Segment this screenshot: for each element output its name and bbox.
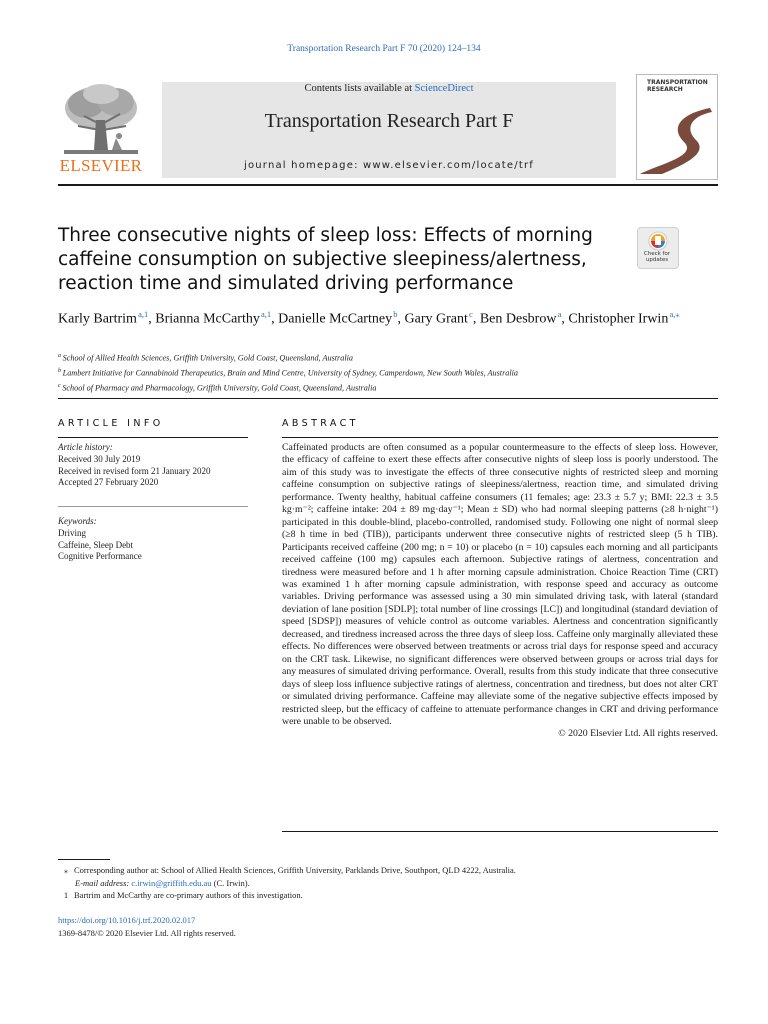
author-affiliation-mark[interactable]: a [557,309,562,319]
abstract-rule [282,437,718,438]
abstract-text: Caffeinated products are often consumed as a popular countermeasure to the effects of sleep loss. However, the efficacy of caffeine to exert these effects after consecutive nights of sleep loss is poorly understood. The aim of this study was to investigate the effects of three consecutive nights of restricted sleep and morning caffeine consumption on subjective ratings of sleepiness/alertness, reaction time, and simulated driving performance. Twenty healthy, habitual caffeine consumers (11 females; age: 23.3 ± 5.7 y; BMI: 22.3 ± 3.5 kg·m⁻²; caffeine intake: 204 ± 89 mg·day⁻¹; Mean ± SD) who had normal sleeping patterns (≥8 h·night⁻¹) participated in this double-blind, placebo-controlled, randomised study. Following one night of normal sleep (≥8 h time in bed (TIB)), participants underwent three consecutive nights of restricted sleep (5 h TIB). Participants received caffeine (200 mg; n = 10) or placebo (n = 10) capsules each morning and all participants received caffeine (100 mg) capsules each afternoon. Subjective ratings of alertness, concentration and tiredness were measured before and 1 h after morning capsule administration. Choice Reaction Time (CRT) was examined 1 h after morning capsule administration, with response speed and accuracy as outcome variables. Driving performance was assessed using a 30 min simulated driving task, with lateral (standard deviation of lane position [SDLP]; total number of line crossings [LC]) and longitudinal (standard deviation of speed [SDSP]) measures of vehicle control as outcome variables. Alertness and concentration significantly decreased, and tiredness increased across the three days of sleep loss. Caffeine only marginally alleviated these effects. No differences were observed between treatments or across trial days for response speed and accuracy on the CRT task. Likewise, no significant differences were observed between groups or across trial days for any measures of simulated driving performance. Overall, results from this study indicate that three consecutive days of sleep loss influence subjective ratings of alertness, concentration and tiredness, but does not alter CRT or simulated driving performance. Caffeine may alleviate some of the negative subjective effects imposed by restricted sleep, but the efficacy of caffeine to attenuate performance changes in CRT and driving performance were unable to be observed. [282,442,718,727]
footnote-text: Corresponding author at: School of Allied Health Sciences, Griffith University, Parklands Drive, Southport, QLD 4222, Australia. [74,865,516,875]
contents-available-line [162,83,616,94]
issn-copyright: 1369-8478/© 2020 Elsevier Ltd. All rights reserved. [58,928,236,938]
abstract-heading: ABSTRACT [282,418,359,429]
doi-link[interactable]: https://doi.org/10.1016/j.trf.2020.02.017 [58,915,196,925]
footnote-text: Bartrim and McCarthy are co-primary authors of this investigation. [74,890,303,901]
keywords-label: Keywords: [58,516,97,526]
article-info-rule [58,437,248,438]
email-label: E-mail address: [75,877,132,888]
section-divider [58,398,718,399]
author-list: Karly Bartrim $^{a,1}$, Brianna McCarthy $^{a,1}$, Danielle McCartney $^b$, Gary Grant $^c$, Ben Desbrow $^a$, Christopher Irwin $^{a,⁎}$ [58,309,680,327]
affiliation-mark: a [58,353,61,359]
keywords-block [58,516,248,563]
footnote-mark: ⁎ [63,865,69,875]
keyword-item: Cognitive Performance [58,551,142,562]
author-affiliation-mark[interactable]: a,⁎ [669,309,680,319]
check-for-updates-label: Check for updates [643,251,671,263]
footnote-rule [58,859,110,860]
email-note [58,877,718,890]
affiliation-text: School of Pharmacy and Pharmacology, Griffith University, Gold Coast, Queensland, Australia [62,384,377,394]
history-item: Accepted 27 February 2020 [58,477,159,488]
affiliation-list [58,350,718,395]
article-title: Three consecutive nights of sleep loss: Effects of morning caffeine consumption on subjective sleepiness/alertness, reaction time and simulated driving performance [58,225,593,294]
homepage-url-link[interactable]: www.elsevier.com/locate/trf [363,160,535,171]
abstract-body [282,442,718,741]
affiliation-item [58,365,718,380]
article-info-separator [58,506,248,507]
author-name[interactable]: Ben Desbrow [479,311,557,327]
affiliation-item [58,350,718,365]
journal-reference-link[interactable]: Transportation Research Part F 70 (2020) 124–134 [287,44,481,54]
abstract-bottom-rule [282,831,718,832]
author-name[interactable]: Gary Grant [404,311,468,327]
history-item: Received 30 July 2019 [58,453,141,464]
author-name[interactable]: Brianna McCarthy [155,311,260,327]
article-info-heading: ARTICLE INFO [58,418,164,429]
corresponding-author-note [58,864,718,877]
article-history [58,442,248,489]
affiliation-mark: b [58,368,61,375]
cover-title: TRANSPORTATION RESEARCH [647,79,708,93]
keyword-item: Driving [58,527,86,538]
elsevier-wordmark: ELSEVIER [59,156,143,175]
journal-homepage-line [162,160,616,171]
email-link[interactable]: c.irwin@griffith.edu.au [131,877,212,888]
affiliation-item [58,380,718,395]
masthead-divider [58,184,718,186]
author-name[interactable]: Karly Bartrim [58,311,137,327]
affiliation-text: Lambert Initiative for Cannabinoid Therapeutics, Brain and Mind Centre, University of Sydney, Camperdown, New South Wales, Australia [62,368,519,378]
history-item: Received in revised form 21 January 2020 [58,465,211,476]
author-affiliation-mark[interactable]: b [393,309,398,319]
author-affiliation-mark[interactable]: a,1 [138,309,149,319]
history-label: Article history: [58,442,113,452]
homepage-prefix: journal homepage: [243,160,364,171]
cover-road-graphic [640,108,712,174]
email-suffix: (C. Irwin). [211,877,250,888]
co-primary-note [58,889,718,902]
footnote-mark: 1 [63,890,69,901]
affiliation-text: School of Allied Health Sciences, Griffith University, Gold Coast, Queensland, Australia [62,353,353,363]
keyword-item: Caffeine, Sleep Debt [58,539,134,550]
contents-prefix: Contents lists available at [304,83,415,94]
author-affiliation-mark[interactable]: c [469,309,473,319]
author-affiliation-mark[interactable]: a,1 [261,309,272,319]
abstract-copyright: © 2020 Elsevier Ltd. All rights reserved. [558,728,718,740]
author-name[interactable]: Danielle McCartney [278,311,393,327]
footnotes [58,864,718,902]
journal-title: Transportation Research Part F [264,110,514,132]
author-name[interactable]: Christopher Irwin [568,311,669,327]
sciencedirect-link[interactable]: ScienceDirect [414,83,474,94]
affiliation-mark: c [58,383,61,390]
